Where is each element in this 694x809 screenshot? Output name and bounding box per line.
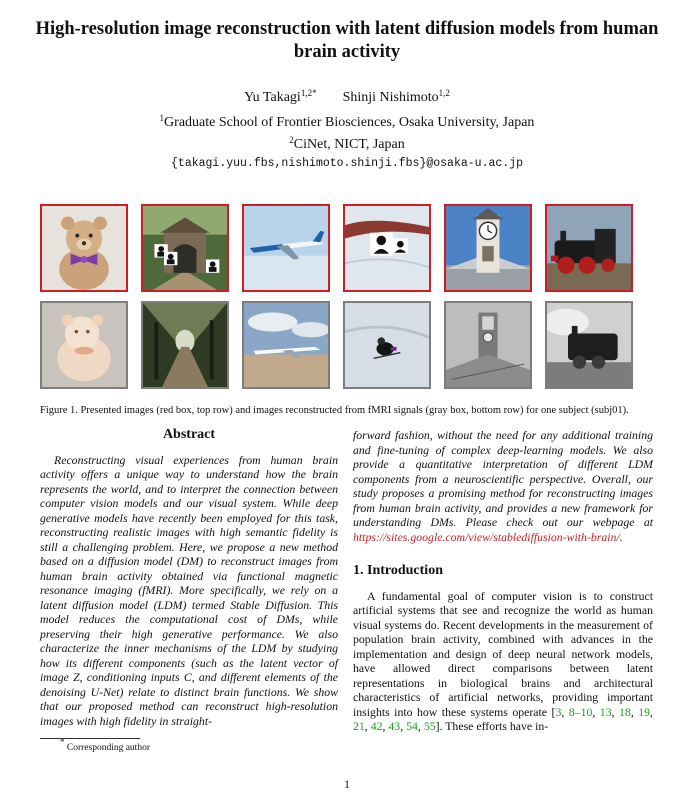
author-list (0, 90, 694, 106)
presented-image-clock-tower (444, 204, 532, 292)
citation-link[interactable]: 8–10 (568, 704, 593, 719)
citation-link[interactable]: 18 (619, 704, 631, 719)
author-superscript: 1,2* (300, 88, 317, 98)
presented-image-locomotive (545, 204, 633, 292)
affiliation-2: $^2$CiNet, NICT, Japan (289, 135, 405, 152)
citation-link[interactable]: 3 (555, 704, 562, 719)
author-superscript: 1,2 (438, 88, 450, 98)
citation-link[interactable]: 43 (388, 719, 401, 733)
citation-link[interactable]: 21 (353, 719, 365, 733)
reconstructed-image-teddy-bear (40, 301, 128, 389)
reconstructed-image-locomotive (545, 301, 633, 389)
author-email: {takagi.yuu.fbs,nishimoto.shinji.fbs}@osaka-u.ac.jp (171, 157, 523, 170)
introduction-heading: 1. Introduction (353, 563, 443, 578)
abstract-column (40, 428, 338, 728)
abstract-paragraph-continued: forward fashion, without the need for any additional training and fine-tuning of complex deep-learning models. We also provide a quantitative interpretation of different LDM components from a neuroscientific perspective. Overall, our study proposes a promising method for reconstructing images from human brain activity, and provides a new framework for understanding DMs. Please check out our webpage at https://sites.google.com/view/stablediffusion-with-brain/. (353, 428, 653, 544)
paper-title: High-resolution image reconstruction with latent diffusion models from human brain activity (35, 19, 659, 62)
footnote-divider (40, 738, 140, 739)
citation-link[interactable]: 19 (638, 704, 651, 719)
citation-link[interactable]: 13 (599, 704, 612, 719)
presented-image-skier (343, 204, 431, 292)
introduction-paragraph: A fundamental goal of computer vision is to construct artificial systems that see and recognize the world as human visual systems do. Recent developments in the measurement of population brain activity, combined with advances in the implementation and design of deep neural network models, have allowed direct comparisons between latent representations in biological brains and architectural characteristics of artificial networks, providing important insights into how these systems operate [3, 8–10, 13, 18, 19, 21, 42, 43, 54, 55]. These efforts have in- (353, 588, 653, 733)
reconstructed-image-tree-path (141, 301, 229, 389)
abstract-heading: Abstract (162, 427, 216, 442)
citation-link[interactable]: 54 (406, 719, 418, 733)
citation-link[interactable]: 55 (423, 719, 436, 733)
reconstructed-image-tower (444, 301, 532, 389)
reconstructed-image-skier (343, 301, 431, 389)
presented-image-teddy-bear (40, 204, 128, 292)
author-name: Yu Takagi (244, 90, 301, 105)
footnote: * Corresponding author (60, 737, 150, 753)
right-column (353, 428, 653, 734)
affiliation-1: $^1$Graduate School of Frontier Biosciences, Osaka University, Japan (159, 113, 535, 130)
reconstructed-image-airplane (242, 301, 330, 389)
citation-link[interactable]: 42 (370, 719, 383, 733)
presented-image-garden-arch (141, 204, 229, 292)
author-name: Shinji Nishimoto (342, 90, 439, 105)
presented-image-airplane (242, 204, 330, 292)
abstract-paragraph: Reconstructing visual experiences from human brain activity offers a unique way to understand how the brain represents the world, and to interpret the connection between computer vision models and our visual system. While deep generative models have recently been employed for this task, reconstructing realistic images with high semantic fidelity is still a challenging problem. Here, we propose a new method based on a diffusion model (DM) to reconstruct images from human brain activity obtained via functional magnetic resonance imaging (fMRI). More specifically, we rely on a latent diffusion model (LDM) termed Stable Diffusion. This model reduces the computational cost of DMs, while preserving their high generative performance. We also characterize the inner mechanisms of the LDM by studying how its different components (such as the latent vector of image Z, conditioning inputs C, and different elements of the denoising U-Net) relate to distinct brain functions. We show that our proposed method can reconstruct high-resolution images with high fidelity in straight- (40, 452, 338, 728)
page-number: 1 (344, 777, 350, 791)
figure-caption: Figure 1. Presented images (red box, top row) and images reconstructed from fMRI signals (gray box, bottom row) for one subject (subj01). (40, 405, 629, 416)
project-webpage-link[interactable]: https://sites.google.com/view/stablediffusion-with-brain/ (353, 529, 620, 544)
